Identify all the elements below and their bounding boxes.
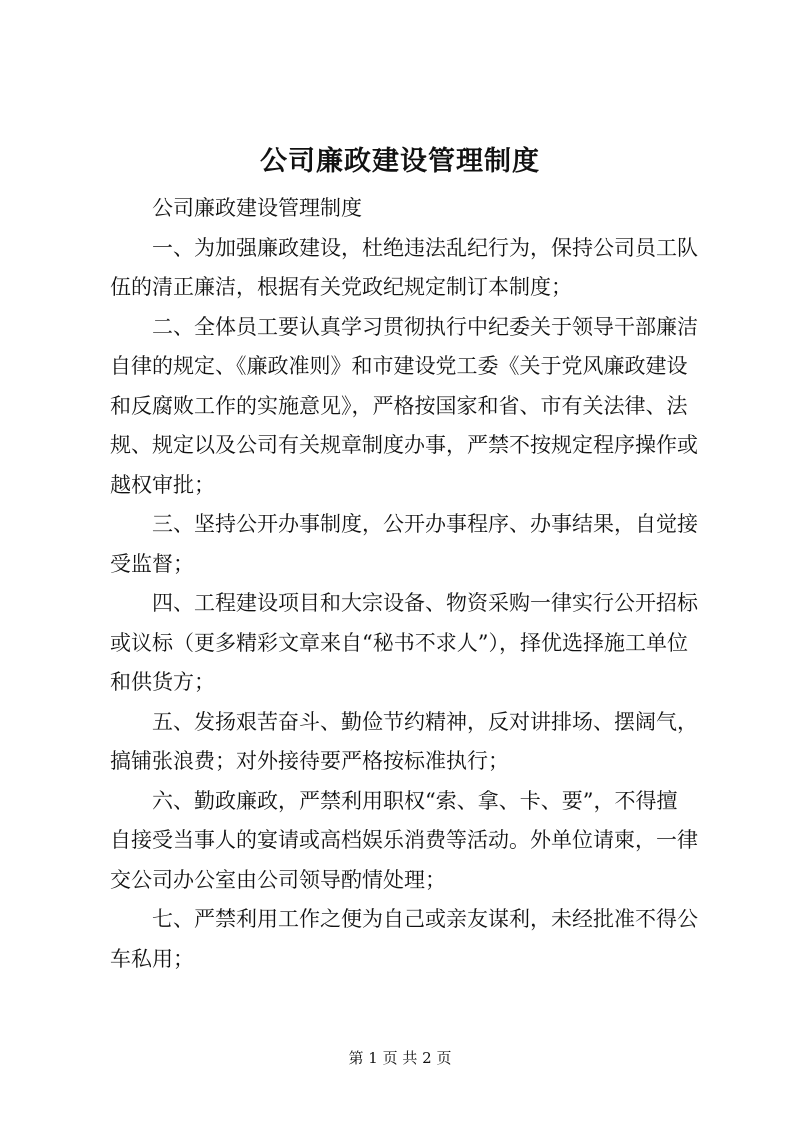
paragraph-line: 伍的清正廉洁，根据有关党政纪规定制订本制度； xyxy=(110,275,572,299)
paragraph-1 xyxy=(110,229,702,308)
paragraph-line: 和供货方； xyxy=(110,670,215,694)
paragraph-line: 一、为加强廉政建设，杜绝违法乱纪行为，保持公司员工队 xyxy=(152,235,698,260)
paragraph-line: 受监督； xyxy=(110,551,194,576)
paragraph-line: 二、全体员工要认真学习贯彻执行中纪委关于领导干部廉洁 xyxy=(152,314,698,339)
paragraph-line: 五、发扬艰苦奋斗、勤俭节约精神，反对讲排场、摆阔气， xyxy=(152,709,698,734)
paragraph-7 xyxy=(110,900,702,979)
subtitle-paragraph xyxy=(110,189,702,229)
paragraph-line: 和反腐败工作的实施意见》，严格按国家和省、市有关法律、法 xyxy=(110,393,688,418)
paragraph-4 xyxy=(110,584,702,703)
paragraph-line: 六、勤政廉政，严禁利用职权“索、拿、卡、要”，不得擅 xyxy=(152,788,678,813)
paragraph-line: 越权审批； xyxy=(110,472,215,497)
paragraph-line: 自律的规定、《廉政准则》和市建设党工委《关于党风廉政建设 xyxy=(110,354,688,378)
paragraph-line: 三、坚持公开办事制度，公开办事程序、办事结果，自觉接 xyxy=(152,512,698,536)
paragraph-3 xyxy=(110,505,702,584)
paragraph-2 xyxy=(110,308,702,506)
document-title: 公司廉政建设管理制度 xyxy=(260,146,540,177)
page-footer: 第 1 页 共 2 页 xyxy=(348,1049,452,1067)
paragraph-line: 七、严禁利用工作之便为自己或亲友谋利，未经批准不得公 xyxy=(152,907,698,931)
paragraph-line: 搞铺张浪费；对外接待要严格按标准执行； xyxy=(110,749,509,773)
document-body xyxy=(110,189,702,979)
paragraph-line: 车私用； xyxy=(110,946,194,971)
paragraph-line: 或议标（更多精彩文章来自“秘书不求人”），择优选择施工单位 xyxy=(110,630,688,655)
paragraph-line: 交公司办公室由公司领导酌情处理； xyxy=(110,867,446,892)
paragraph-line: 规、规定以及公司有关规章制度办事，严禁不按规定程序操作或 xyxy=(110,433,698,457)
paragraph-line: 自接受当事人的宴请或高档娱乐消费等活动。外单位请柬，一律 xyxy=(110,828,698,852)
paragraph-5 xyxy=(110,703,702,782)
paragraph-6 xyxy=(110,782,702,901)
paragraph-line: 四、工程建设项目和大宗设备、物资采购一律实行公开招标 xyxy=(152,591,698,615)
subtitle-line: 公司廉政建设管理制度 xyxy=(152,196,362,220)
